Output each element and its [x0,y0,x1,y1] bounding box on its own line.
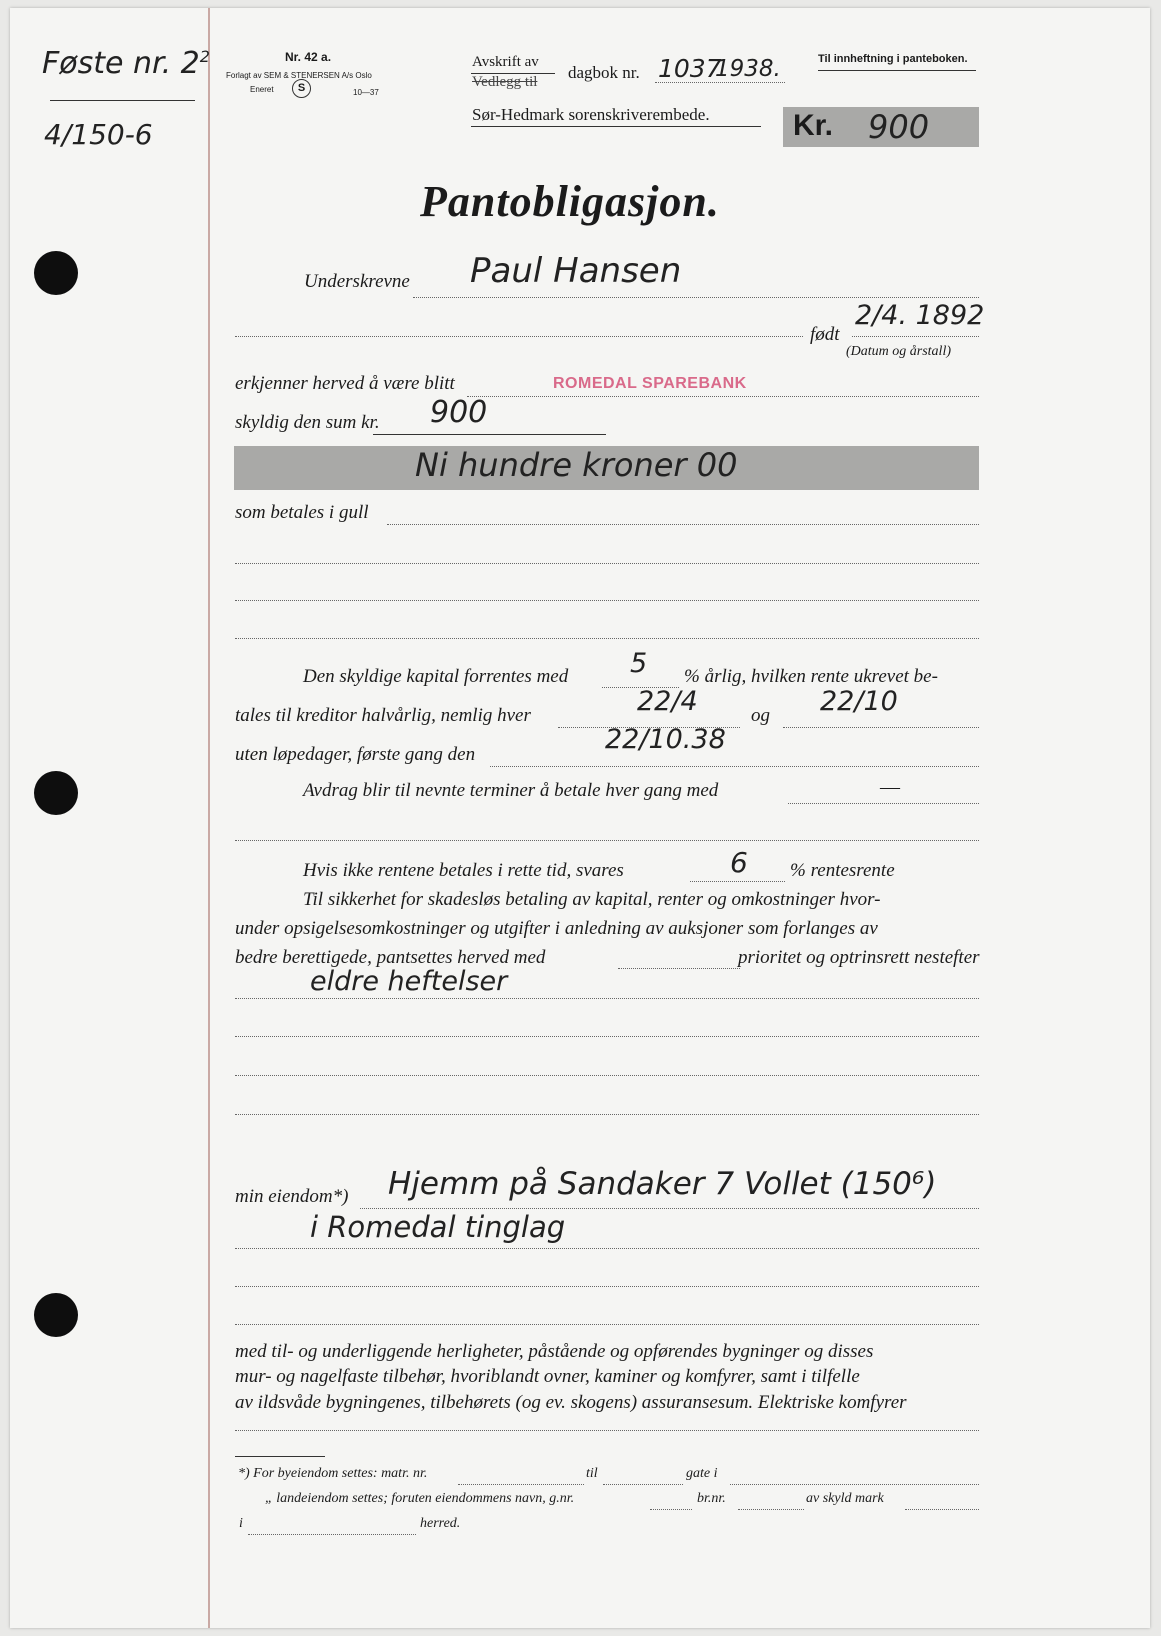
property-line-4 [235,1324,979,1325]
fodt-dotline [852,336,979,337]
closing-line3: av ildsvåde bygningenes, tilbehørets (og ev. skogens) assuransesum. Elektriske komfyrer [235,1392,907,1413]
footnote-dot-2c [905,1509,979,1510]
priority-dotline [618,968,740,969]
property-line-3 [235,1286,979,1287]
security-line3a: bedre berettigede, pantsettes herved med [235,947,546,968]
dagbok-label: dagbok nr. [568,63,640,82]
office-name: Sør-Hedmark sorenskriverembede. [472,105,710,124]
interest-first-date-dotline [490,766,979,767]
gull-dotline [387,524,979,525]
priority-handwritten: eldre heftelser [310,966,508,997]
top-right-note: Til innheftning i panteboken. [818,53,968,65]
footnote-dot-1c [730,1484,979,1485]
underskrevne-value: Paul Hansen [470,251,682,291]
margin-note-underline [50,100,195,101]
form-number: Nr. 42 a. [285,50,332,64]
interest-first-date: 22/10.38 [605,724,726,755]
interest-rate: 5 [630,648,648,679]
form-publisher: Forlagt av SEM & STENERSEN A/s Oslo [226,71,372,80]
interest-line1a: Den skyldige kapital forrentes med [303,666,569,687]
hvis-text-a: Hvis ikke rentene betales i rette tid, svares [303,860,624,881]
interest-date1: 22/4 [637,686,698,717]
hvis-text-b: % rentesrente [790,860,895,881]
publisher-logo [292,79,311,98]
security-line3b: prioritet og optrinsrett nestefter [738,947,980,968]
penalty-rate: 6 [730,846,748,879]
blank-line-3 [235,638,979,639]
punch-hole-bottom [34,1293,78,1337]
fodt-label: født [810,324,840,345]
kr-label: Kr. [793,109,834,142]
erkjenner-dotline [467,396,979,397]
footnote-line2a: „ landeiendom settes; foruten eiendommens navn, g.nr. [265,1491,575,1506]
footnote-rule [235,1456,325,1457]
footnote-dot-1a [458,1484,584,1485]
margin-note-line1: Føste nr. 2 [42,46,200,81]
property-value-line1: Hjemm på Sandaker 7 Vollet (150⁶) [388,1166,937,1202]
fodt-value: 2/4. 1892 [855,300,985,331]
avdrag-text: Avdrag blir til nevnte terminer å betale hver gang med [303,780,719,801]
office-underline [471,126,761,127]
footnote-line1b: til [586,1466,598,1481]
interest-line2a: tales til kreditor halvårlig, nemlig hver [235,705,531,726]
document-page [10,8,1150,1628]
property-line-2 [235,1248,979,1249]
skyldig-value: 900 [430,395,488,430]
footnote-dot-1b [603,1484,683,1485]
avdrag-value: — [880,776,900,798]
underskrevne-label: Underskrevne [304,271,410,292]
blank-line-1 [235,563,979,564]
interest-og: og [751,705,770,726]
interest-date2: 22/10 [820,686,898,717]
security-line1: Til sikkerhet for skadesløs betaling av kapital, renter og omkostninger hvor- [303,889,881,910]
closing-dotline [235,1430,979,1431]
footnote-line2b: br.nr. [697,1491,726,1506]
blank-line-2 [235,600,979,601]
footnote-line3a: i [239,1516,243,1531]
property-value-line2: i Romedal tinglag [310,1210,566,1244]
top-right-underline [818,70,976,71]
interest-line1b: % årlig, hvilken rente ukrevet be- [684,666,938,687]
penalty-dotline [690,881,785,882]
security-line2: under opsigelsesomkostninger og utgifter i anledning av auksjoner som forlanges av [235,918,878,939]
footnote-dot-2b [738,1509,804,1510]
margin-note [42,46,210,81]
datum-note: (Datum og årstall) [846,344,951,359]
amount-words: Ni hundre kroner 00 [415,446,738,484]
dagbok-year: 1938. [715,56,781,82]
interest-date2-dotline [783,727,979,728]
footnote-line1a: *) For byeiendom settes: matr. nr. [238,1466,428,1481]
skyldig-underline [373,434,606,435]
footnote-dot-2a [650,1509,692,1510]
vedlegg-label: Vedlegg til [472,74,538,90]
footnote-line1c: gate i [686,1466,718,1481]
margin-note-sup: 2 [199,47,210,66]
priority-line-2 [235,1036,979,1037]
underskrevne-dotline-2 [235,336,803,337]
priority-line-1 [235,998,979,999]
property-label: min eiendom*) [235,1186,349,1207]
form-exclusive: Eneret [250,85,274,94]
dagbok-value: 1037 [658,54,722,83]
priority-line-3 [235,1075,979,1076]
footnote-line2c: av skyld mark [806,1491,884,1506]
priority-line-4 [235,1114,979,1115]
closing-line2: mur- og nagelfaste tilbehør, hvoriblandt ovner, kaminer og komfyrer, samt i tilfelle [235,1366,860,1387]
underskrevne-dotline [413,297,979,298]
footnote-dot-3a [248,1534,416,1535]
closing-line1: med til- og underliggende herligheter, påstående og opførendes bygninger og disses [235,1341,874,1362]
avskrift-label: Avskrift av [472,54,539,70]
property-dotline [360,1208,979,1209]
punch-hole-top [34,251,78,295]
creditor-stamp: ROMEDAL SPAREBANK [553,375,747,392]
margin-note-line2: 4/150-6 [44,118,153,151]
publisher-logo-letter: S [297,82,306,94]
form-edition: 10—37 [353,88,379,97]
footnote-line3b: herred. [420,1516,461,1531]
dagbok-dotline [655,82,785,83]
skyldig-label: skyldig den sum kr. [235,412,380,433]
punch-hole-middle [34,771,78,815]
margin-rule [208,8,210,1628]
avdrag-dotline-2 [235,840,979,841]
interest-line3a: uten løpedager, første gang den [235,744,476,765]
avdrag-dotline [788,803,979,804]
kr-value: 900 [868,108,930,146]
erkjenner-label: erkjenner herved å være blitt [235,373,455,394]
gull-label: som betales i gull [235,502,369,523]
document-title: Pantobligasjon. [420,177,720,226]
